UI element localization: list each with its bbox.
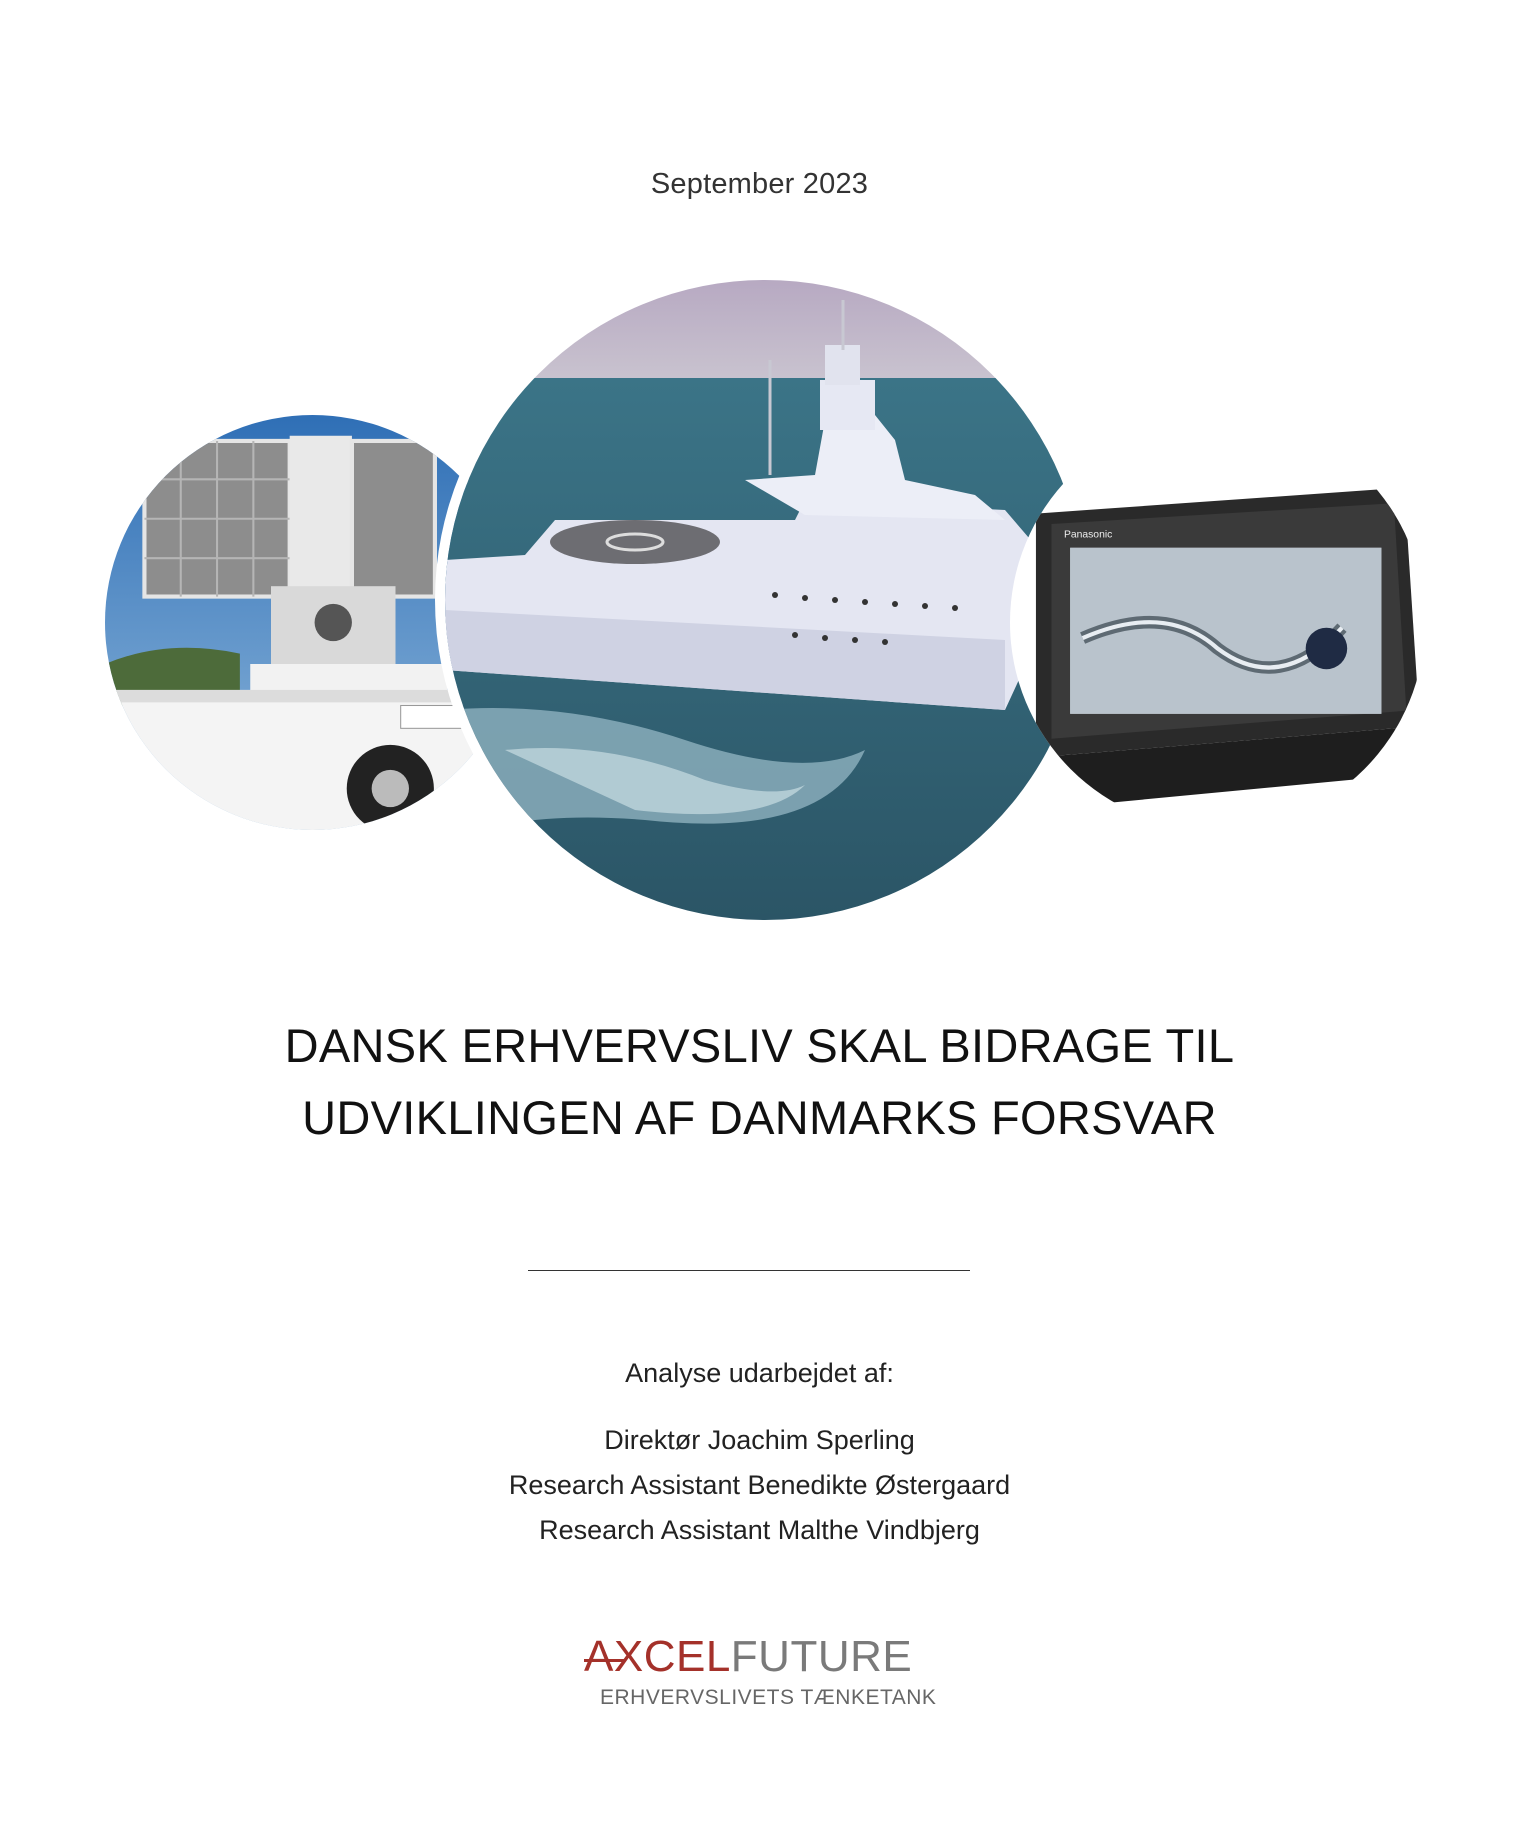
title-line-2: UDVIKLINGEN AF DANMARKS FORSVAR: [302, 1091, 1217, 1144]
author-list: [0, 1418, 1519, 1553]
report-title: [0, 1010, 1519, 1154]
rugged-tablet-photo: [1010, 415, 1425, 830]
author-name: Research Assistant Benedikte Østergaard: [508, 1470, 1011, 1500]
logo-brand-part1: AXCEL: [584, 1632, 731, 1681]
logo-brand-part2: FUTURE: [730, 1632, 913, 1681]
report-date: September 2023: [650, 168, 869, 200]
logo-tagline: ERHVERVSLIVETS TÆNKETANK: [600, 1686, 937, 1709]
author-name: Research Assistant Malthe Vindbjerg: [539, 1515, 980, 1545]
photo-collage: [0, 270, 1519, 930]
axcelfuture-logo: [584, 1632, 937, 1712]
title-divider: [528, 1270, 970, 1271]
tablet-brand-label: Panasonic: [1063, 529, 1113, 541]
naval-ship-photo: [445, 280, 1085, 920]
author-name: Direktør Joachim Sperling: [604, 1425, 915, 1455]
logo-wordmark: [584, 1632, 912, 1682]
authors-intro: Analyse udarbejdet af:: [625, 1358, 894, 1388]
title-line-1: DANSK ERHVERVSLIV SKAL BIDRAGE TIL: [284, 1019, 1235, 1072]
